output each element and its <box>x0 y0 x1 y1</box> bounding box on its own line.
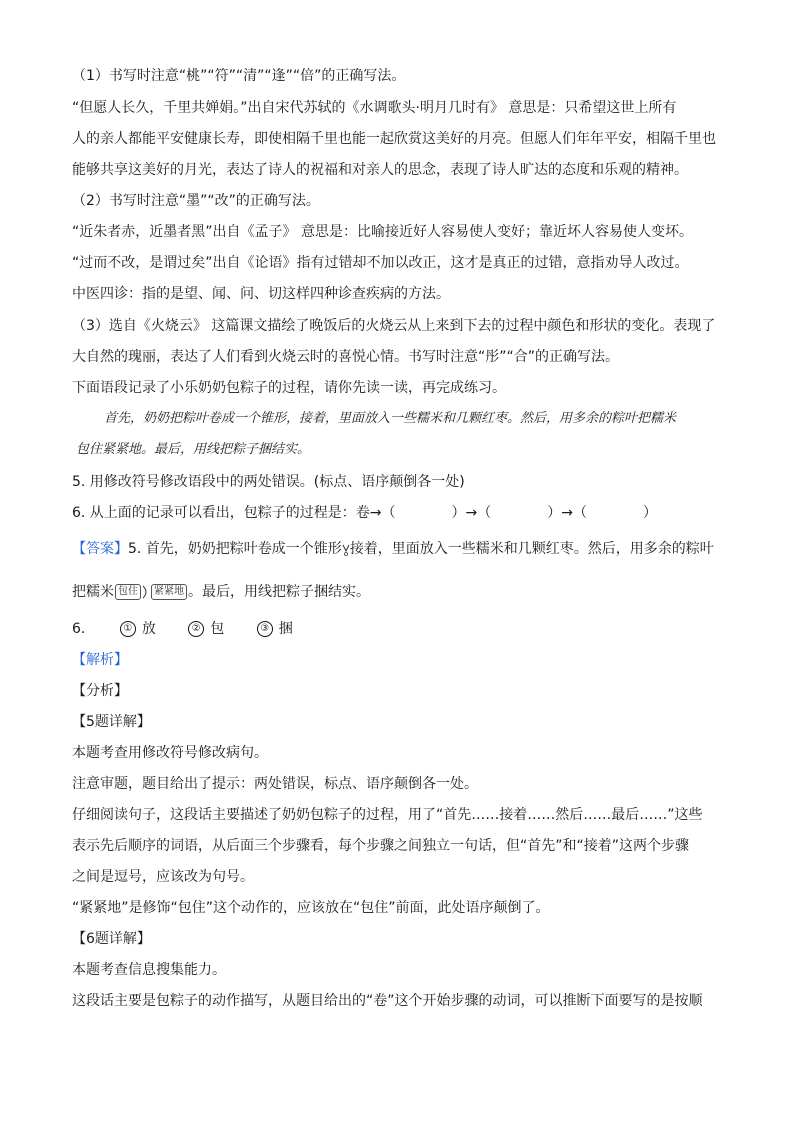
answer-5-part-2: 接着，里面放入一些糯米和几颗红枣。然后，用多余的粽叶 <box>349 541 714 557</box>
answer-6-item-1 <box>120 619 156 639</box>
p2-line-3: “过而不改，是谓过矣”出自《论语》指有过错却不加以改正，这才是真正的过错，意指劝导人改过。 <box>72 255 689 271</box>
fenxi-tag: 【分析】 <box>72 683 128 699</box>
answer-5-part-4: 。最后，用线把粽子捆结实。 <box>188 584 370 600</box>
answer-5-part-1: 5. 首先，奶奶把粽叶卷成一个锥形 <box>128 541 342 557</box>
circled-number-icon: ② <box>188 621 204 637</box>
q5-detail-line-3: 仔细阅读句子，这段话主要描述了奶奶包粽子的过程，用了“首先……接着……然后……最后……”这些 <box>72 807 703 823</box>
q5-detail-line-1: 本题考查用修改符号修改病句。 <box>72 745 268 761</box>
swap-mark-box-1: 包住 <box>115 584 141 600</box>
analysis-tag: 【解析】 <box>72 652 128 668</box>
q6-detail-line-2: 这段话主要是包粽子的动作描写，从题目给出的“卷”这个开始步骤的动词，可以推断下面要写的是按顺 <box>72 993 703 1009</box>
circled-number-icon: ① <box>120 621 136 637</box>
question-6 <box>72 503 732 523</box>
q5-detail-line-6: “紧紧地”是修饰“包住”这个动作的，应该放在“包住”前面，此处语序颠倒了。 <box>72 900 550 916</box>
p1-line-1: （1）书写时注意“桃”“符”“清”“逢”“倍”的正确写法。 <box>72 68 406 84</box>
q6-prefix: 6. 从上面的记录可以看出，包粽子的过程是：卷→（ <box>72 505 396 521</box>
passage-line-1: 首先，奶奶把粽叶卷成一个锥形，接着，里面放入一些糯米和几颗红枣。然后，用多余的粽叶把糯米 <box>104 411 677 426</box>
swap-mark-icon <box>142 584 150 600</box>
q6-detail-title: 【6题详解】 <box>72 931 151 947</box>
answer-6-word: 放 <box>141 621 156 637</box>
q6-detail-line-1: 本题考查信息搜集能力。 <box>72 962 226 978</box>
q6-end: ） <box>643 505 658 521</box>
q6-mid-2: ）→（ <box>547 505 588 521</box>
q5-detail-line-2: 注意审题，题目给出了提示：两处错误，标点、语序颠倒各一处。 <box>72 776 478 792</box>
question-5: 5. 用修改符号修改语段中的两处错误。(标点、语序颠倒各一处) <box>72 474 465 490</box>
period-mark-icon <box>342 541 350 557</box>
p2-line-4: 中医四诊：指的是望、闻、问、切这样四种诊查疾病的方法。 <box>72 286 450 302</box>
answer-6-item-3 <box>257 619 293 639</box>
answer-6 <box>72 619 732 639</box>
q6-mid-1: ）→（ <box>451 505 492 521</box>
q5-detail-line-4: 表示先后顺序的词语，从后面三个步骤看，每个步骤之间独立一句话，但“首先”和“接着”这两个步骤 <box>72 838 690 854</box>
answer-line-2 <box>72 582 732 602</box>
swap-mark-box-2: 紧紧地 <box>151 584 187 600</box>
p1-line-4: 能够共享这美好的月光，表达了诗人的祝福和对亲人的思念，表现了诗人旷达的态度和乐观的精神。 <box>72 162 688 178</box>
answer-6-num: 6. <box>72 621 86 637</box>
answer-tag: 【答案】 <box>72 541 128 557</box>
answer-6-item-2 <box>188 619 224 639</box>
p3-line-3: 下面语段记录了小乐奶奶包粽子的过程，请你先读一读，再完成练习。 <box>72 380 506 396</box>
q5-detail-title: 【5题详解】 <box>72 714 151 730</box>
p2-line-1: （2）书写时注意“墨”“改”的正确写法。 <box>72 193 320 209</box>
q5-detail-line-5: 之间是逗号，应该改为句号。 <box>72 869 254 885</box>
p1-line-3: 人的亲人都能平安健康长寿，即使相隔千里也能一起欣赏这美好的月亮。但愿人们年年平安，相隔千里也 <box>72 131 716 147</box>
p3-line-2: 大自然的瑰丽，表达了人们看到火烧云时的喜悦心情。书写时注意“彤”“合”的正确写法。 <box>72 349 620 365</box>
answer-5-part-3: 把糯米 <box>72 584 114 600</box>
answer-6-word: 捆 <box>278 621 293 637</box>
answer-6-word: 包 <box>210 621 225 637</box>
circled-number-icon: ③ <box>257 621 273 637</box>
p1-line-2: “但愿人长久，千里共婵娟。”出自宋代苏轼的《水调歌头·明月几时有》 意思是：只希望这世上所有 <box>72 100 677 116</box>
p3-line-1: （3）选自《火烧云》 这篇课文描绘了晚饭后的火烧云从上来到下去的过程中颜色和形状的变化。表现了 <box>72 318 716 334</box>
p2-line-2: “近朱者赤，近墨者黑”出自《孟子》 意思是：比喻接近好人容易使人变好；靠近坏人容易使人变坏。 <box>72 224 693 240</box>
answer-line-1 <box>72 539 732 559</box>
passage-line-2: 包住紧紧地。最后，用线把粽子捆结实。 <box>76 442 311 457</box>
